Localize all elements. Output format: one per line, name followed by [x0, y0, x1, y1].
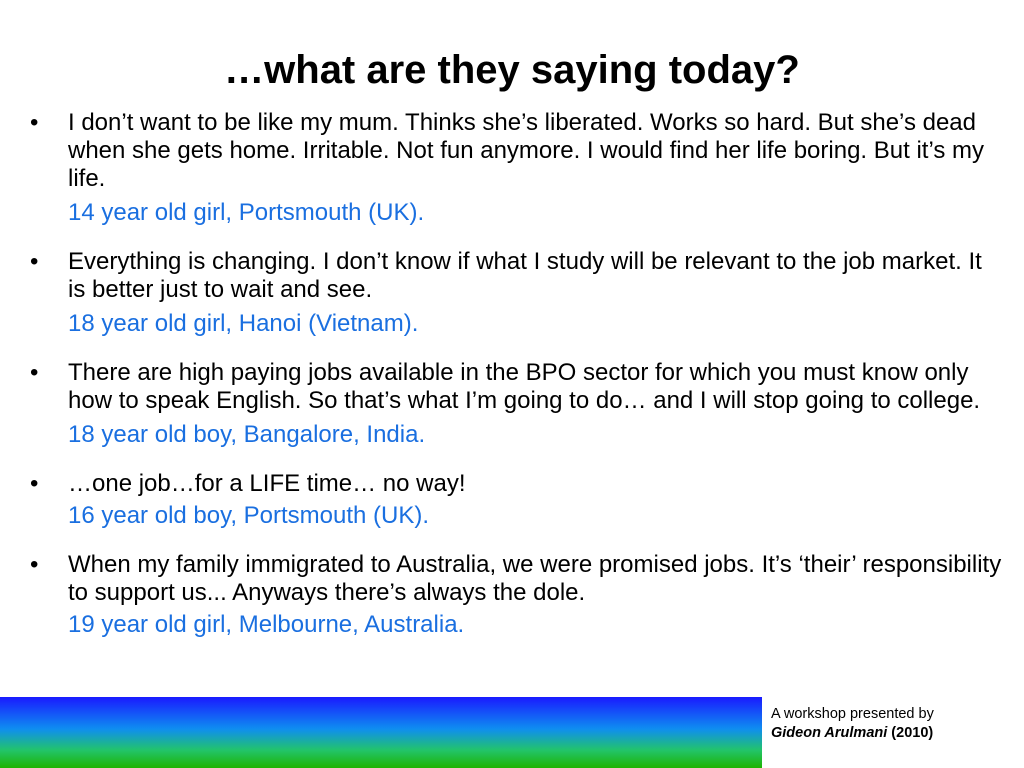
quote-item: [30, 109, 1005, 227]
bullet-icon: •: [30, 248, 39, 275]
quote-text: When my family immigrated to Australia, we were promised jobs. It’s ‘their’ responsibility to support us... Anyways there’s always the dole.: [68, 551, 1002, 606]
slide-title: …what are they saying today?: [224, 48, 800, 92]
bullet-icon: •: [30, 470, 39, 497]
credit-author-name: Gideon Arulmani: [771, 725, 888, 741]
quote-item: [30, 248, 1005, 338]
workshop-credit: [771, 705, 1016, 743]
quote-list: [30, 109, 1005, 639]
quote-text: Everything is changing. I don’t know if what I study will be relevant to the job market. It is better just to wait and see.: [68, 248, 982, 303]
quote-attribution: 14 year old girl, Portsmouth (UK).: [68, 199, 425, 226]
credit-intro: A workshop presented by: [771, 706, 934, 722]
quote-attribution: 18 year old girl, Hanoi (Vietnam).: [68, 310, 419, 337]
quote-attribution: 19 year old girl, Melbourne, Australia.: [68, 611, 465, 638]
quote-text: …one job…for a LIFE time… no way!: [68, 470, 466, 497]
bullet-icon: •: [30, 359, 39, 386]
footer-gradient-band: [0, 697, 762, 768]
quote-item: [30, 470, 1005, 530]
quote-attribution: 18 year old boy, Bangalore, India.: [68, 421, 426, 448]
credit-year: (2010): [887, 725, 934, 741]
quote-item: [30, 359, 1005, 449]
quote-text: I don’t want to be like my mum. Thinks she’s liberated. Works so hard. But she’s dead when she gets home. Irritable. Not fun anymore. I would find her life boring. But it’s my life.: [68, 109, 985, 192]
bullet-icon: •: [30, 109, 39, 136]
credit-author-line: [771, 724, 1016, 743]
quote-text: There are high paying jobs available in the BPO sector for which you must know only how to speak English. So that’s what I’m going to do… and I will stop going to college.: [68, 359, 981, 414]
quote-item: [30, 551, 1005, 639]
quote-attribution: 16 year old boy, Portsmouth (UK).: [68, 502, 430, 529]
bullet-icon: •: [30, 551, 39, 578]
